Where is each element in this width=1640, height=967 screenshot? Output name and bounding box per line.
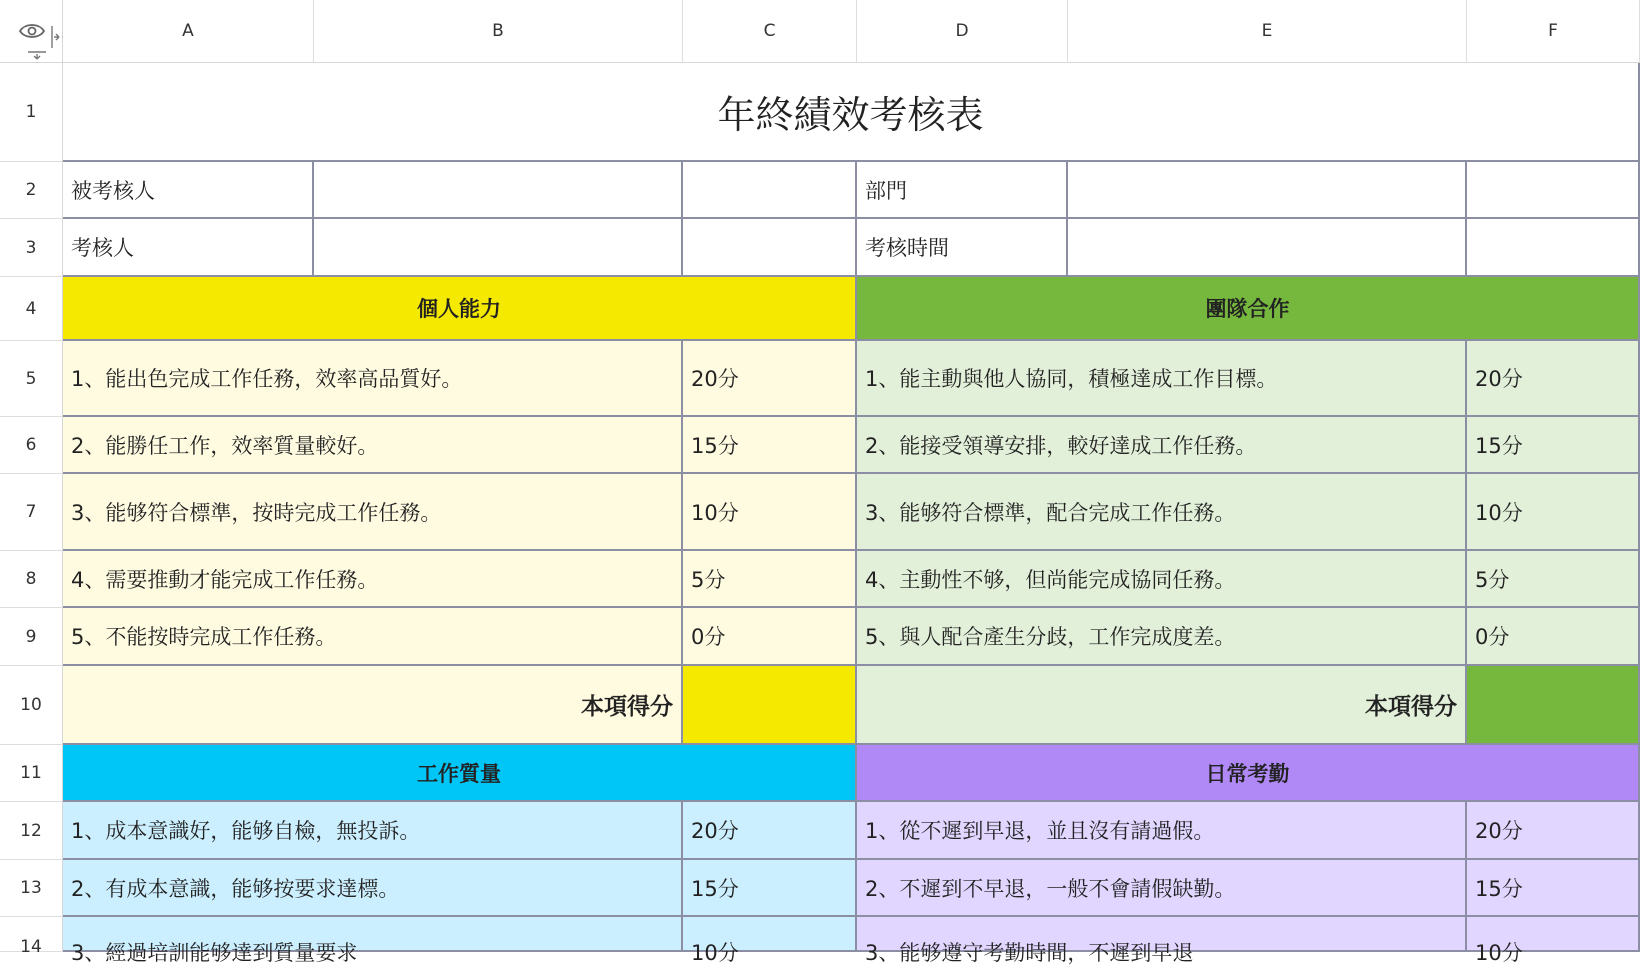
team-score-4[interactable]: 5分 [1467,551,1640,608]
section-header-quality[interactable]: 工作質量 [63,745,857,802]
personal-score-2[interactable]: 15分 [683,417,857,474]
row-header-12[interactable]: 12 [0,802,63,860]
column-header-b[interactable]: B [314,0,683,63]
team-score-1[interactable]: 20分 [1467,341,1640,417]
sheet-corner [0,0,63,63]
team-score-2[interactable]: 15分 [1467,417,1640,474]
personal-item-3[interactable]: 3、能够符合標準，按時完成工作任務。 [63,474,683,551]
row-header-11[interactable]: 11 [0,745,63,802]
reviewer-value-cell[interactable] [314,219,683,277]
personal-score-5[interactable]: 0分 [683,608,857,666]
row-header-8[interactable]: 8 [0,551,63,608]
team-item-3[interactable]: 3、能够符合標準，配合完成工作任務。 [857,474,1467,551]
review-time-label[interactable]: 考核時間 [857,219,1068,277]
reviewer-label[interactable]: 考核人 [63,219,314,277]
quality-score-3[interactable]: 10分 [683,917,857,952]
reviewer-extra-cell[interactable] [683,219,857,277]
column-header-a[interactable]: A [63,0,314,63]
column-header-f[interactable]: F [1467,0,1640,63]
row-header-4[interactable]: 4 [0,277,63,341]
attendance-item-2[interactable]: 2、不遲到不早退，一般不會請假缺勤。 [857,860,1467,917]
row-header-5[interactable]: 5 [0,341,63,417]
reviewee-extra-cell[interactable] [683,162,857,219]
row-header-14[interactable]: 14 [0,917,63,952]
department-value-cell[interactable] [1068,162,1467,219]
row-header-9[interactable]: 9 [0,608,63,666]
column-header-d[interactable]: D [857,0,1068,63]
row-header-10[interactable]: 10 [0,666,63,745]
personal-score-total-cell[interactable] [683,666,857,745]
personal-item-2[interactable]: 2、能勝任工作，效率質量較好。 [63,417,683,474]
row-header-2[interactable]: 2 [0,162,63,219]
personal-score-3[interactable]: 10分 [683,474,857,551]
personal-score-label[interactable]: 本項得分 [63,666,683,745]
attendance-score-1[interactable]: 20分 [1467,802,1640,860]
row-header-13[interactable]: 13 [0,860,63,917]
team-score-5[interactable]: 0分 [1467,608,1640,666]
team-item-1[interactable]: 1、能主動與他人協同，積極達成工作目標。 [857,341,1467,417]
section-header-personal[interactable]: 個人能力 [63,277,857,341]
team-score-total-cell[interactable] [1467,666,1640,745]
review-time-extra-cell[interactable] [1467,219,1640,277]
team-item-4[interactable]: 4、主動性不够，但尚能完成協同任務。 [857,551,1467,608]
row-header-1[interactable]: 1 [0,63,63,162]
quality-score-2[interactable]: 15分 [683,860,857,917]
review-time-value-cell[interactable] [1068,219,1467,277]
column-header-c[interactable]: C [683,0,857,63]
team-item-5[interactable]: 5、與人配合產生分歧，工作完成度差。 [857,608,1467,666]
section-header-attendance[interactable]: 日常考勤 [857,745,1640,802]
department-extra-cell[interactable] [1467,162,1640,219]
team-score-3[interactable]: 10分 [1467,474,1640,551]
team-score-label[interactable]: 本項得分 [857,666,1467,745]
quality-item-3[interactable]: 3、經過培訓能够達到質量要求 [63,917,683,952]
sheet-title[interactable]: 年終績效考核表 [63,63,1640,162]
personal-item-5[interactable]: 5、不能按時完成工作任務。 [63,608,683,666]
quality-item-2[interactable]: 2、有成本意識，能够按要求達標。 [63,860,683,917]
reviewee-label[interactable]: 被考核人 [63,162,314,219]
row-header-3[interactable]: 3 [0,219,63,277]
eye-icon[interactable] [18,22,46,40]
personal-item-4[interactable]: 4、需要推動才能完成工作任務。 [63,551,683,608]
column-header-e[interactable]: E [1068,0,1467,63]
attendance-item-1[interactable]: 1、從不遲到早退，並且沒有請過假。 [857,802,1467,860]
row-header-7[interactable]: 7 [0,474,63,551]
row-header-6[interactable]: 6 [0,417,63,474]
attendance-score-2[interactable]: 15分 [1467,860,1640,917]
personal-score-4[interactable]: 5分 [683,551,857,608]
personal-score-1[interactable]: 20分 [683,341,857,417]
department-label[interactable]: 部門 [857,162,1068,219]
reviewee-value-cell[interactable] [314,162,683,219]
section-header-team[interactable]: 團隊合作 [857,277,1640,341]
personal-item-1[interactable]: 1、能出色完成工作任務，效率高品質好。 [63,341,683,417]
quality-item-1[interactable]: 1、成本意識好，能够自檢，無投訴。 [63,802,683,860]
quality-score-1[interactable]: 20分 [683,802,857,860]
team-item-2[interactable]: 2、能接受領導安排，較好達成工作任務。 [857,417,1467,474]
attendance-item-3[interactable]: 3、能够遵守考勤時間，不遲到早退 [857,917,1467,952]
attendance-score-3[interactable]: 10分 [1467,917,1640,952]
